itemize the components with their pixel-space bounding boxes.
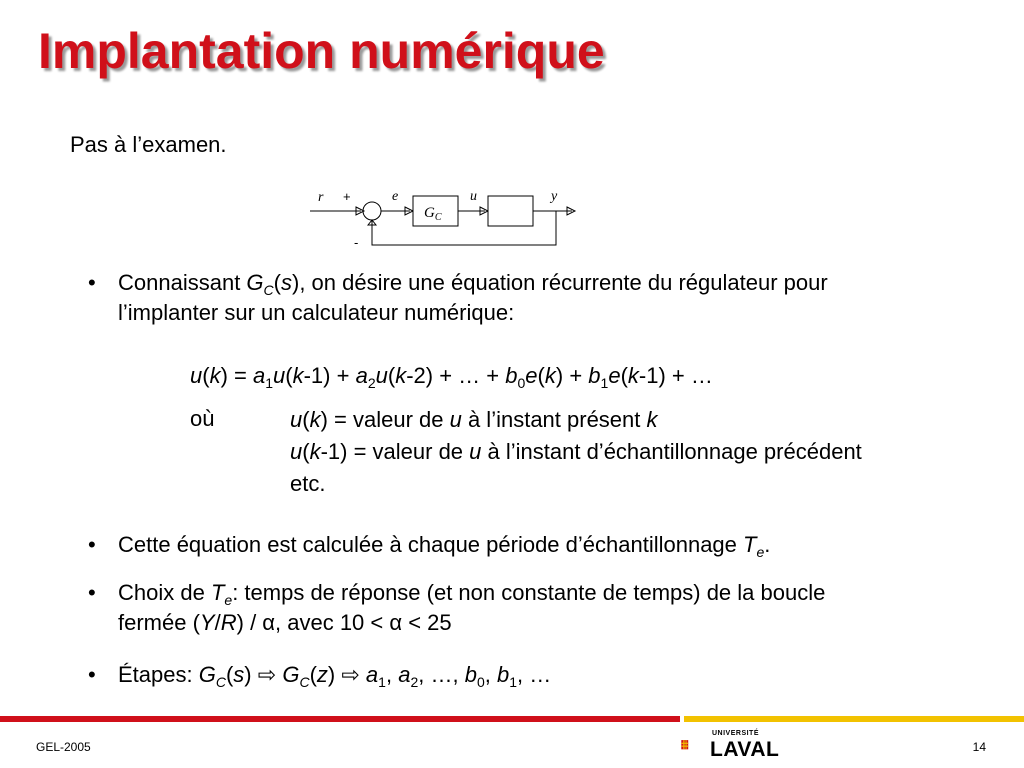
where-label: où <box>190 406 215 431</box>
bullet-marker: • <box>88 580 96 605</box>
page-number: 14 <box>972 740 986 754</box>
logo-text-universite: UNIVERSITÉ <box>712 730 760 737</box>
bullet-marker: • <box>88 532 96 557</box>
gp-block <box>488 196 533 226</box>
note-text: Pas à l’examen. <box>70 132 227 157</box>
page-title: Implantation numérique <box>38 23 605 79</box>
arrow-icon: ⇨ <box>257 662 277 687</box>
bullet-marker: • <box>88 662 96 687</box>
course-code: GEL-2005 <box>36 740 91 754</box>
definition-3: etc. <box>290 471 326 496</box>
definition-2: u(k-1) = valeur de u à l’instant d’échantillonnage précédent <box>290 439 862 464</box>
footer-bar-yellow <box>684 716 1024 722</box>
university-logo-icon <box>681 728 707 762</box>
diagram-minus: - <box>354 235 359 250</box>
summing-junction <box>363 202 381 220</box>
diagram-label-u: u <box>470 189 477 204</box>
diagram-label-y: y <box>551 189 558 204</box>
recurrence-equation: $u(k) = a_1u(k-1) + a_2u(k-2)$ + … + $b_0e(k) + b_1e(k-1)$ + … <box>190 363 713 391</box>
definitions <box>290 404 862 500</box>
definition-1: u(k) = valeur de u à l’instant présent k <box>290 407 658 432</box>
gc-label: $G_C$ <box>424 205 442 223</box>
arrow-icon: ⇨ <box>341 662 360 687</box>
diagram-plus: + <box>343 189 351 204</box>
footer-bar-red <box>0 716 680 722</box>
bullet-marker: • <box>88 270 96 295</box>
diagram-label-e: e <box>392 189 399 204</box>
block-diagram <box>310 183 590 255</box>
diagram-label-r: r <box>318 190 324 205</box>
logo-text-laval: LAVAL <box>710 738 780 761</box>
